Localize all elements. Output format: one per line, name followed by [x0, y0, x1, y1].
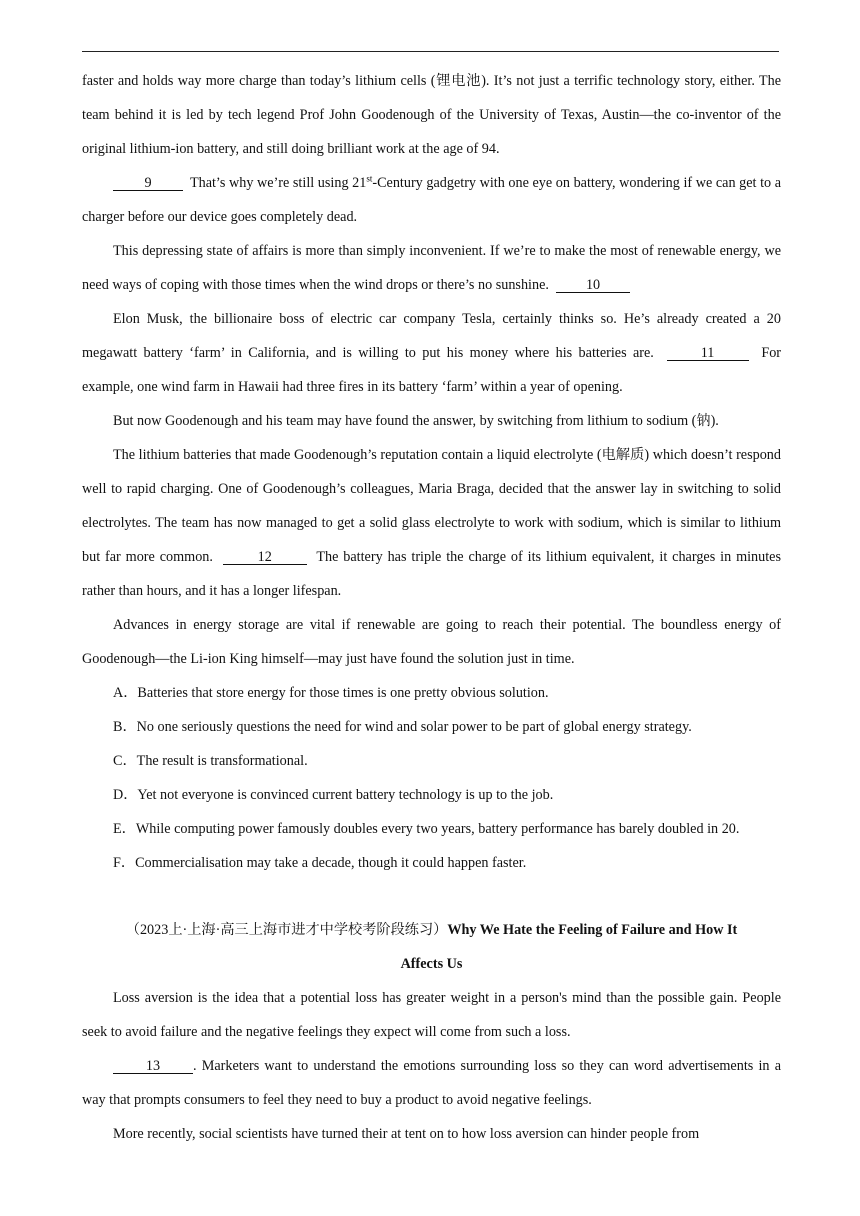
- answer-blank-12: 12: [223, 550, 307, 565]
- paragraph-text: faster and holds way more charge than today’s lithium cells (锂电池). It’s not just a terrific technology story, either. The team behind it is led by tech legend Prof John Goodenough of the University of Texas, Austin—the co-inventor of the original lithium-ion battery, and still doing brilliant work at the age of 94.: [82, 73, 781, 157]
- question-source: （2023上·上海·高三上海市进才中学校考阶段练习）: [125, 922, 448, 938]
- section-2-heading-cont: [82, 947, 781, 981]
- paragraph-4: [82, 302, 781, 404]
- paragraph-text: Elon Musk, the billionaire boss of electric car company Tesla, certainly thinks so. He’s already created a 20 megawatt battery ‘farm’ in California, and is willing to put his money where his batteries are.: [82, 311, 781, 361]
- paragraph-2: [82, 166, 781, 234]
- header-rule: [82, 51, 779, 52]
- option-b: B．No one seriously questions the need for wind and solar power to be part of global energy strategy.: [113, 719, 692, 735]
- answer-blank-13: 13: [113, 1059, 193, 1074]
- option-f: F．Commercialisation may take a decade, though it could happen faster.: [113, 855, 527, 871]
- paragraph-text: The lithium batteries that made Goodenough’s reputation contain a liquid electrolyte (电解质) which doesn’t respond well to rapid charging. One of Goodenough’s colleagues, Maria Braga, decided that the answer lay in switching to solid electrolytes. The team has now managed to get a solid glass electrolyte to work with sodium, which is similar to lithium but far more common.: [82, 447, 781, 565]
- paragraph-text: This depressing state of affairs is more than simply inconvenient. If we’re to make the most of renewable energy, we need ways of coping with those times when the wind drops or there’s no sunshine.: [82, 243, 781, 293]
- option-a: A．Batteries that store energy for those times is one pretty obvious solution.: [113, 685, 549, 701]
- paragraph-s2-2: [82, 1049, 781, 1117]
- passage-title: Why We Hate the Feeling of Failure and How It: [447, 922, 738, 938]
- paragraph-7: [82, 608, 781, 676]
- paragraph-text: For example, one wind farm in Hawaii had three fires in its battery ‘farm’ within a year of opening.: [82, 345, 782, 395]
- option-c: C．The result is transformational.: [113, 753, 308, 769]
- paragraph-text: -Century gadgetry with one eye on battery, wondering if we can get to a charger before our device goes completely dead.: [82, 175, 781, 225]
- paragraph-text: . Marketers want to understand the emotions surrounding loss so they can word advertisements in a way that prompts consumers to feel they need to buy a product to avoid negative feelings.: [82, 1058, 781, 1108]
- option-e: E．While computing power famously doubles every two years, battery performance has barely doubled in 20.: [113, 821, 740, 837]
- answer-blank-9: 9: [113, 176, 183, 191]
- section-2-heading: [82, 913, 781, 947]
- paragraph-6: [82, 438, 781, 608]
- paragraph-text: Loss aversion is the idea that a potential loss has greater weight in a person's mind than the possible gain. People seek to avoid failure and the negative feelings they expect will come from such a loss.: [82, 990, 781, 1040]
- paragraph-3: [82, 234, 781, 302]
- document-body: [82, 64, 781, 1151]
- passage-title-cont: Affects Us: [400, 956, 463, 972]
- section-gap: [82, 880, 781, 913]
- paragraph-text: Advances in energy storage are vital if renewable are going to reach their potential. The boundless energy of Goodenough—the Li-ion King himself—may just have found the solution just in time.: [82, 617, 781, 667]
- paragraph-text: More recently, social scientists have turned their at tent on to how loss aversion can hinder people from: [113, 1126, 700, 1142]
- paragraph-text: But now Goodenough and his team may have found the answer, by switching from lithium to sodium (钠).: [113, 413, 719, 429]
- paragraph-5: [82, 404, 781, 438]
- answer-blank-11: 11: [667, 346, 749, 361]
- paragraph-text: The battery has triple the charge of its lithium equivalent, it charges in minutes rather than hours, and it has a longer lifespan.: [82, 549, 781, 599]
- ordinal-suffix: st: [366, 173, 373, 184]
- option-d: D．Yet not everyone is convinced current battery technology is up to the job.: [113, 787, 554, 803]
- paragraph-text: That’s why we’re still using 21: [189, 175, 367, 191]
- paragraph-1: [82, 64, 781, 166]
- answer-blank-10: 10: [556, 278, 630, 293]
- paragraph-s2-3: [82, 1117, 781, 1151]
- paragraph-s2-1: [82, 981, 781, 1049]
